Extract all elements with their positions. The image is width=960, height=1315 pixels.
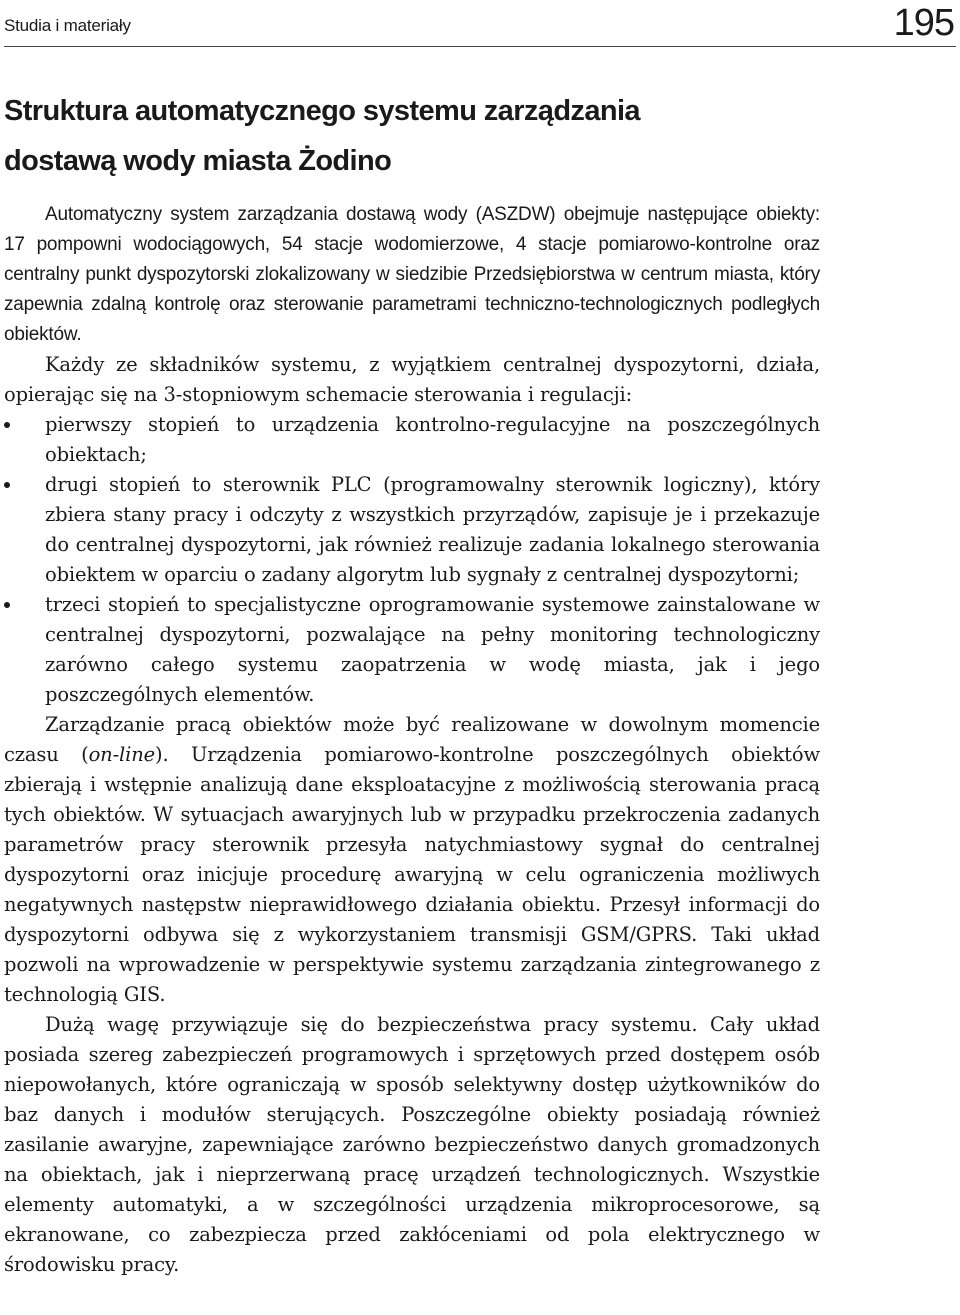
page-header [4,0,956,47]
paragraph-management-start: Zarządzanie pracą obiektów może być realizowane w dowolnym momencie czasu ( [4,713,820,766]
paragraph-security: Dużą wagę przywiązuje się do bezpieczeństwa pracy systemu. Cały układ posiada szereg zabezpieczeń programowych i sprzętowych przed dostępem osób niepowołanych, które ograniczają w sposób selektywny dostęp użytkowników do baz danych i modułów sterujących. Poszczególne obiekty posiadają również zasilanie awaryjne, zapewniające zarówno bezpieczeństwo danych gromadzonych na obiektach, jak i nieprzerwaną pracę urządzeń technologicznych. Wszystkie elementy automatyki, a w szczególności urządzenia mikroprocesorowe, są ekranowane, co zabezpiecza przed zakłóceniami od pola elektrycznego w środowisku pracy. [4,1013,820,1276]
paragraph-management [4,710,820,1010]
list-item-text: trzeci stopień to specjalistyczne oprogramowanie systemowe zainstalowane w centralnej dyspozytorni, pozwalające na pełny monitoring technologiczny zarówno całego systemu zaopatrzenia w wodę miasta, jak i jego poszczególnych elementów. [45,593,820,706]
paragraph-intro: Automatyczny system zarządzania dostawą wody (ASZDW) obejmuje następujące obiekty: 17 pompowni wodociągowych, 54 stacje wodomierzowe, 4 stacje pomiarowo-kontrolne oraz centralny punkt dyspozytorski zlokalizowany w siedzibie Przedsiębiorstwa w centrum miasta, który zapewnia zdalną kontrolę oraz sterowanie parametrami techniczno-technologicznych podległych obiektów. [4,204,820,345]
bullet-icon [4,602,10,608]
online-term: on-line [88,743,155,766]
list-item [4,410,820,470]
paragraph-management-rest: ). Urządzenia pomiarowo-kontrolne poszczególnych obiektów zbierają i wstępnie analizują dane eksploatacyjne z możliwością sterowania pracą tych obiektów. W sytuacjach awaryjnych lub w przypadku przekroczenia zadanych parametrów pracy sterownik przesyła natychmiastowy sygnał do centralnej dyspozytorni oraz inicjuje procedurę awaryjną w celu ograniczenia możliwych negatywnych następstw nieprawidłowego działania obiektu. Przesył informacji do dyspozytorni odbywa się z wykorzystaniem transmisji GSM/GPRS. Taki układ pozwoli na wprowadzenie w perspektywie systemu zarządzania zintegrowanego z technologią GIS. [4,743,820,1006]
list-item-text: drugi stopień to sterownik PLC (programowalny sterownik logiczny), który zbiera stany pracy i odczyty z wszystkich przyrządów, zapisuje je i przekazuje do centralnej dyspozytorni, jak również realizuje zadania lokalnego sterowania obiektem w oparciu o zadany algorytm lub sygnały z centralnej dyspozytorni; [45,473,820,586]
paragraph-components: Każdy ze składników systemu, z wyjątkiem centralnej dyspozytorni, działa, opierając się na 3-stopniowym schemacie sterowania i regulacji: [4,353,820,406]
control-levels-list [4,410,820,710]
list-item-text: pierwszy stopień to urządzenia kontrolno-regulacyjne na poszczególnych obiektach; [45,413,820,466]
running-head: Studia i materiały [4,16,131,35]
article-body [4,200,820,1280]
bullet-icon [4,482,10,488]
title-line-2: dostawą wody miasta Żodino [4,145,392,177]
page-number: 195 [893,2,954,44]
list-item [4,470,820,590]
article-title [4,86,904,186]
title-line-1: Struktura automatycznego systemu zarządzania [4,95,640,127]
list-item [4,590,820,710]
bullet-icon [4,422,10,428]
